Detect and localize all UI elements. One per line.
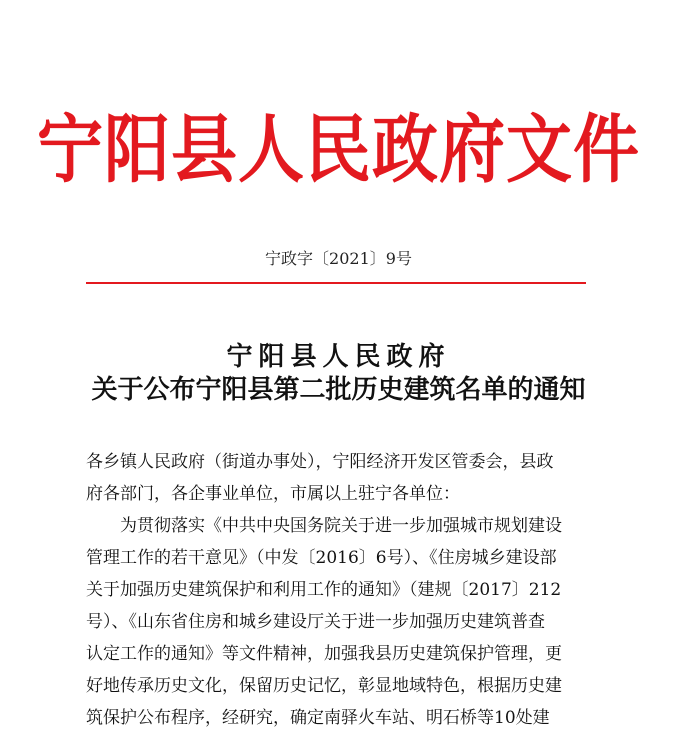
body-line-6: 号）、《山东省住房和城乡建设厅关于进一步加强历史建筑普查: [86, 612, 545, 632]
body-line-5: 关于加强历史建筑保护和利用工作的通知》（建规〔2017〕212: [86, 580, 562, 600]
document-number: 宁政字〔2021〕9号: [265, 249, 412, 268]
body-line-8: 好地传承历史文化，保留历史记忆，彰显地域特色，根据历史建: [86, 676, 562, 696]
body-line-2: 府各部门，各企事业单位，市属以上驻宁各单位：: [86, 484, 460, 504]
body-line-1: 各乡镇人民政府（街道办事处），宁阳经济开发区管委会，县政: [86, 452, 554, 472]
document-title-subject: 关于公布宁阳县第二批历史建筑名单的通知: [91, 375, 586, 405]
document-masthead: 宁阳县人民政府文件: [37, 105, 640, 193]
header-red-rule: [86, 282, 586, 284]
document-title-issuer: 宁阳县人民政府: [226, 342, 451, 372]
body-line-9: 筑保护公布程序，经研究，确定南驿火车站、明石桥等10处建: [86, 708, 550, 728]
body-line-4: 管理工作的若干意见》（中发〔2016〕6号）、《住房城乡建设部: [86, 548, 557, 568]
body-line-7: 认定工作的通知》等文件精神，加强我县历史建筑保护管理，更: [86, 644, 562, 664]
body-line-3: 为贯彻落实《中共中央国务院关于进一步加强城市规划建设: [120, 516, 562, 536]
